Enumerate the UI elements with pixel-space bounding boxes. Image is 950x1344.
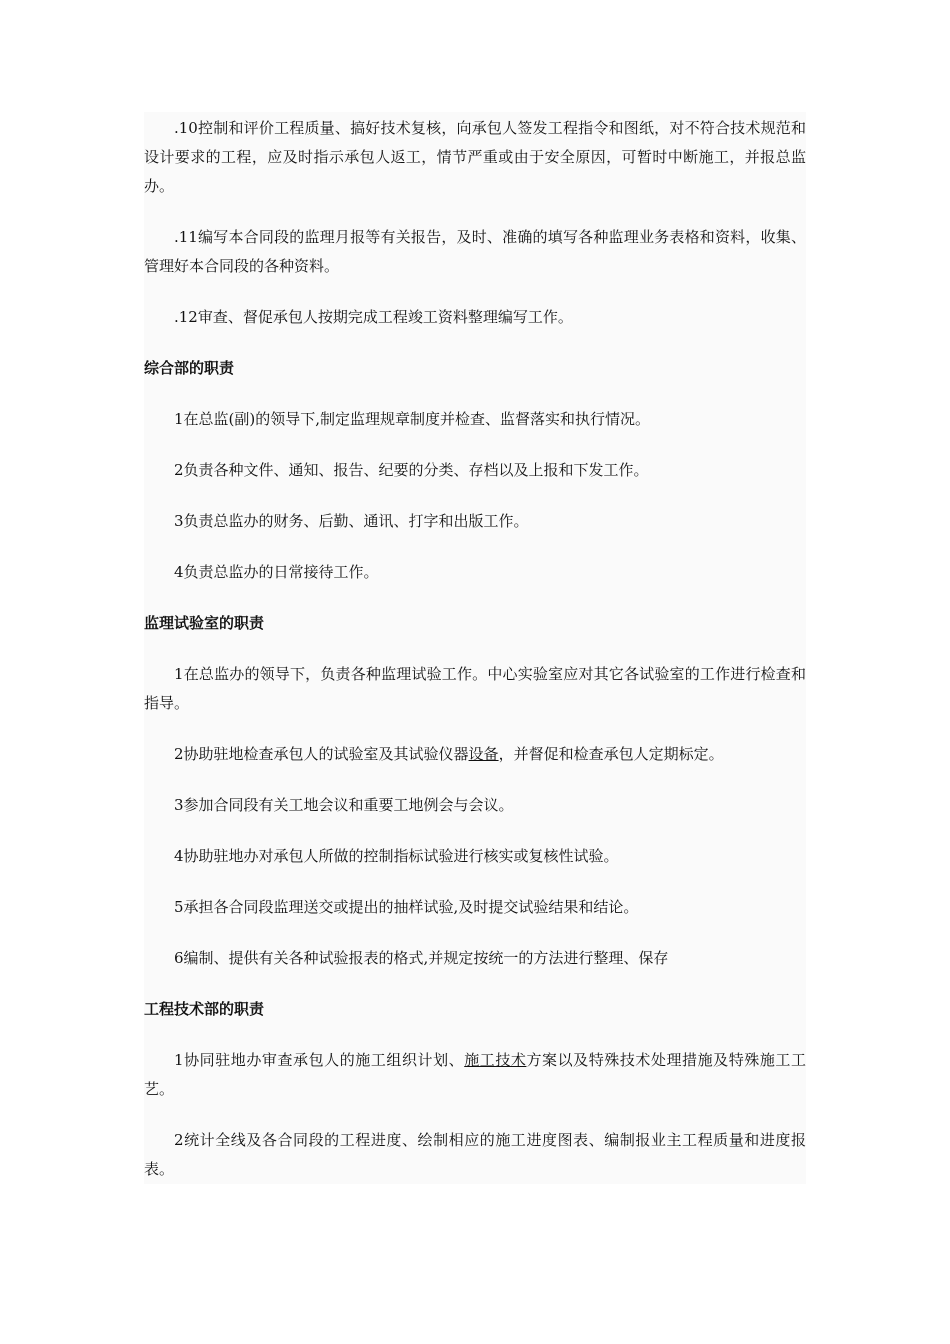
paragraph-item-11: .11编写本合同段的监理月报等有关报告，及时、准确的填写各种监理业务表格和资料，收集、管理好本合同段的各种资料。 [144, 228, 806, 275]
paragraph-item-10: .10控制和评价工程质量、搞好技术复核，向承包人签发工程指令和图纸，对不符合技术规范和设计要求的工程，应及时指示承包人返工，情节严重或由于安全原因，可暂时中断施工，并报总监办。 [144, 119, 806, 195]
construction-tech-link[interactable]: 施工技术 [464, 1051, 527, 1069]
lab-item-2-text-post: ，并督促和检查承包人定期标定。 [498, 745, 724, 763]
lab-item-3: 3参加合同段有关工地会议和重要工地例会与会议。 [174, 796, 514, 814]
equipment-link[interactable]: 设备 [468, 745, 499, 763]
eng-item-2: 2统计全线及各合同段的工程进度、绘制相应的施工进度图表、编制报业主工程质量和进度报表。 [144, 1131, 806, 1178]
heading-lab: 监理试验室的职责 [144, 614, 265, 632]
eng-item-1-text-post: 方案以及特殊技术处理措施及特殊施工工艺。 [144, 1051, 806, 1098]
lab-item-1: 1在总监办的领导下，负责各种监理试验工作。中心实验室应对其它各试验室的工作进行检查和指导。 [144, 665, 806, 712]
heading-general-dept: 综合部的职责 [144, 359, 235, 377]
lab-item-4: 4协助驻地办对承包人所做的控制指标试验进行核实或复核性试验。 [174, 847, 619, 865]
lab-item-6: 6编制、提供有关各种试验报表的格式,并规定按统一的方法进行整理、保存 [174, 949, 669, 967]
lab-item-2-text-pre: 2协助驻地检查承包人的试验室及其试验仪器 [174, 745, 469, 763]
heading-eng-dept: 工程技术部的职责 [144, 1000, 265, 1018]
document-body [144, 114, 806, 1206]
eng-item-1-text-pre: 1协同驻地办审查承包人的施工组织计划、 [174, 1051, 465, 1069]
general-dept-item-1: 1在总监(副)的领导下,制定监理规章制度并检查、监督落实和执行情况。 [174, 410, 651, 428]
lab-item-2 [144, 740, 806, 769]
general-dept-item-3: 3负责总监办的财务、后勤、通讯、打字和出版工作。 [174, 512, 529, 530]
lab-item-5: 5承担各合同段监理送交或提出的抽样试验,及时提交试验结果和结论。 [174, 898, 639, 916]
general-dept-item-2: 2负责各种文件、通知、报告、纪要的分类、存档以及上报和下发工作。 [174, 461, 649, 479]
eng-item-1 [144, 1046, 806, 1104]
general-dept-item-4: 4负责总监办的日常接待工作。 [174, 563, 379, 581]
paragraph-item-12: .12审查、督促承包人按期完成工程竣工资料整理编写工作。 [174, 308, 573, 326]
